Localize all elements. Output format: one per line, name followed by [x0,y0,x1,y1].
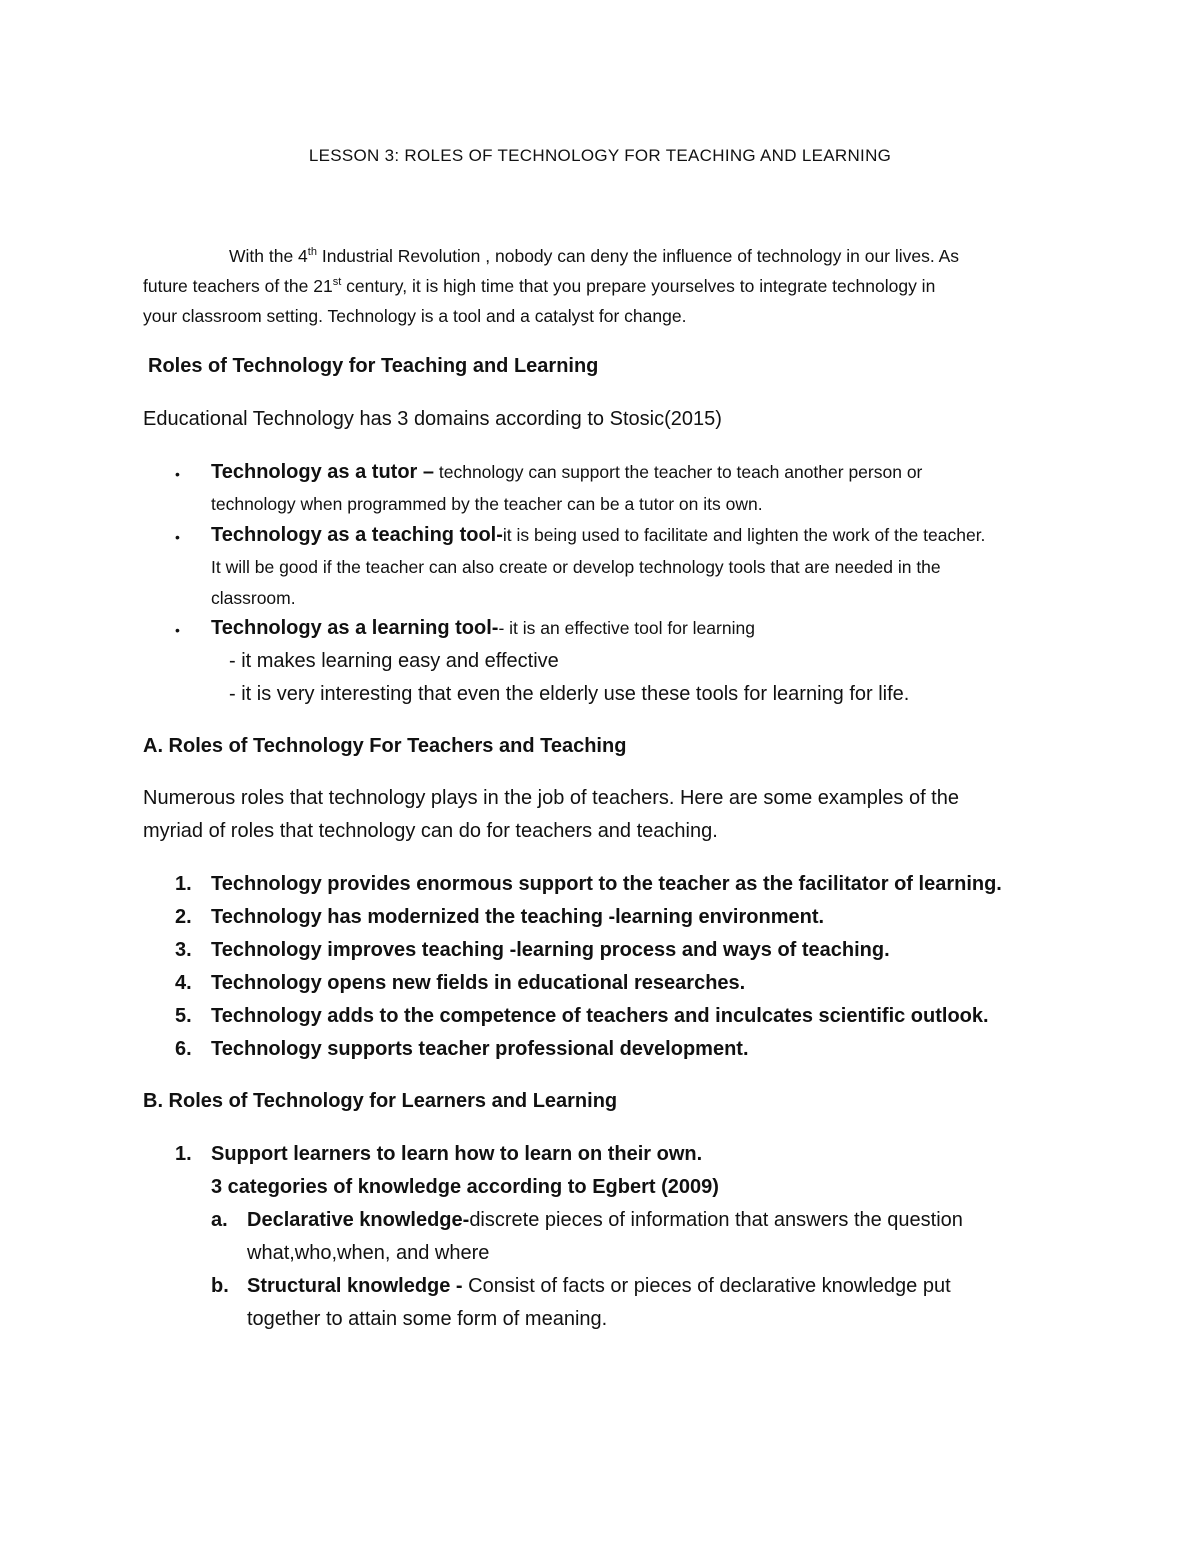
domain-desc-cont: classroom. [211,588,296,608]
domains-intro: Educational Technology has 3 domains according to Stosic(2015) [143,408,722,430]
domain-term: Technology as a teaching tool- [211,524,503,546]
section-a-intro: Numerous roles that technology plays in the job of teachers. Here are some examples of the [143,787,959,809]
intro-text: With the 4 [229,246,308,266]
learning-tool-point: - it is very interesting that even the elderly use these tools for learning for life. [229,683,910,705]
roles-heading: Roles of Technology for Teaching and Learning [148,355,599,377]
domain-desc: - it is an effective tool for learning [498,618,755,638]
section-a-item: Technology improves teaching -learning process and ways of teaching. [211,939,890,961]
list-number: 2. [175,906,192,928]
list-number: 6. [175,1038,192,1060]
sub-list-cont: what,who,when, and where [247,1242,490,1264]
domain-desc-cont: technology when programmed by the teacher can be a tutor on its own. [211,494,763,514]
intro-text: future teachers of the 21 [143,276,333,296]
learning-tool-point: - it makes learning easy and effective [229,650,559,672]
intro-text: Industrial Revolution , nobody can deny the influence of technology in our lives. As [316,246,960,266]
superscript: th [307,246,317,259]
section-a-item: Technology has modernized the teaching -learning environment. [211,906,825,928]
section-a-item: Technology supports teacher professional development. [211,1038,749,1060]
section-a-item: Technology provides enormous support to the teacher as the facilitator of learning. [211,873,1002,895]
knowledge-desc: discrete pieces of information that answers the question [469,1209,963,1231]
bullet-icon: • [175,622,180,638]
list-number: 4. [175,972,192,994]
section-b-item: Support learners to learn how to learn on their own. [211,1143,703,1165]
knowledge-term: Structural knowledge - [247,1275,463,1297]
knowledge-term: Declarative knowledge- [247,1209,470,1231]
bullet-icon: • [175,529,180,545]
domain-desc-cont: It will be good if the teacher can also create or develop technology tools that are needed in the [211,557,941,577]
domain-item [211,461,922,484]
sub-list-letter: b. [211,1275,229,1297]
domain-desc: it is being used to facilitate and lighten the work of the teacher. [502,525,986,545]
sub-list-item [247,1275,951,1298]
intro-line-2 [143,276,935,297]
sub-list-cont: together to attain some form of meaning. [247,1308,608,1330]
page-title: LESSON 3: ROLES OF TECHNOLOGY FOR TEACHING AND LEARNING [308,146,892,165]
section-b-heading: B. Roles of Technology for Learners and Learning [143,1090,618,1112]
section-a-item: Technology adds to the competence of teachers and inculcates scientific outlook. [211,1005,989,1027]
list-number: 1. [175,873,192,895]
domain-term: Technology as a tutor – [211,461,434,483]
section-a-item: Technology opens new fields in educational researches. [211,972,746,994]
list-number: 1. [175,1143,192,1165]
sub-list-item [247,1209,963,1232]
bullet-icon: • [175,466,180,482]
list-number: 3. [175,939,192,961]
domain-term: Technology as a learning tool- [211,617,499,639]
superscript: st [332,276,342,289]
section-a-heading: A. Roles of Technology For Teachers and Teaching [143,735,627,757]
intro-line-1 [229,246,959,267]
section-b-subheading: 3 categories of knowledge according to Egbert (2009) [211,1176,719,1198]
list-number: 5. [175,1005,192,1027]
intro-text: century, it is high time that you prepare yourselves to integrate technology in [341,276,936,296]
domain-desc: technology can support the teacher to teach another person or [434,462,923,482]
sub-list-letter: a. [211,1209,228,1231]
section-a-intro: myriad of roles that technology can do for teachers and teaching. [143,820,718,842]
domain-item [211,617,755,640]
knowledge-desc: Consist of facts or pieces of declarative knowledge put [462,1275,951,1297]
domain-item [211,524,985,547]
intro-line-3: your classroom setting. Technology is a tool and a catalyst for change. [143,306,687,326]
